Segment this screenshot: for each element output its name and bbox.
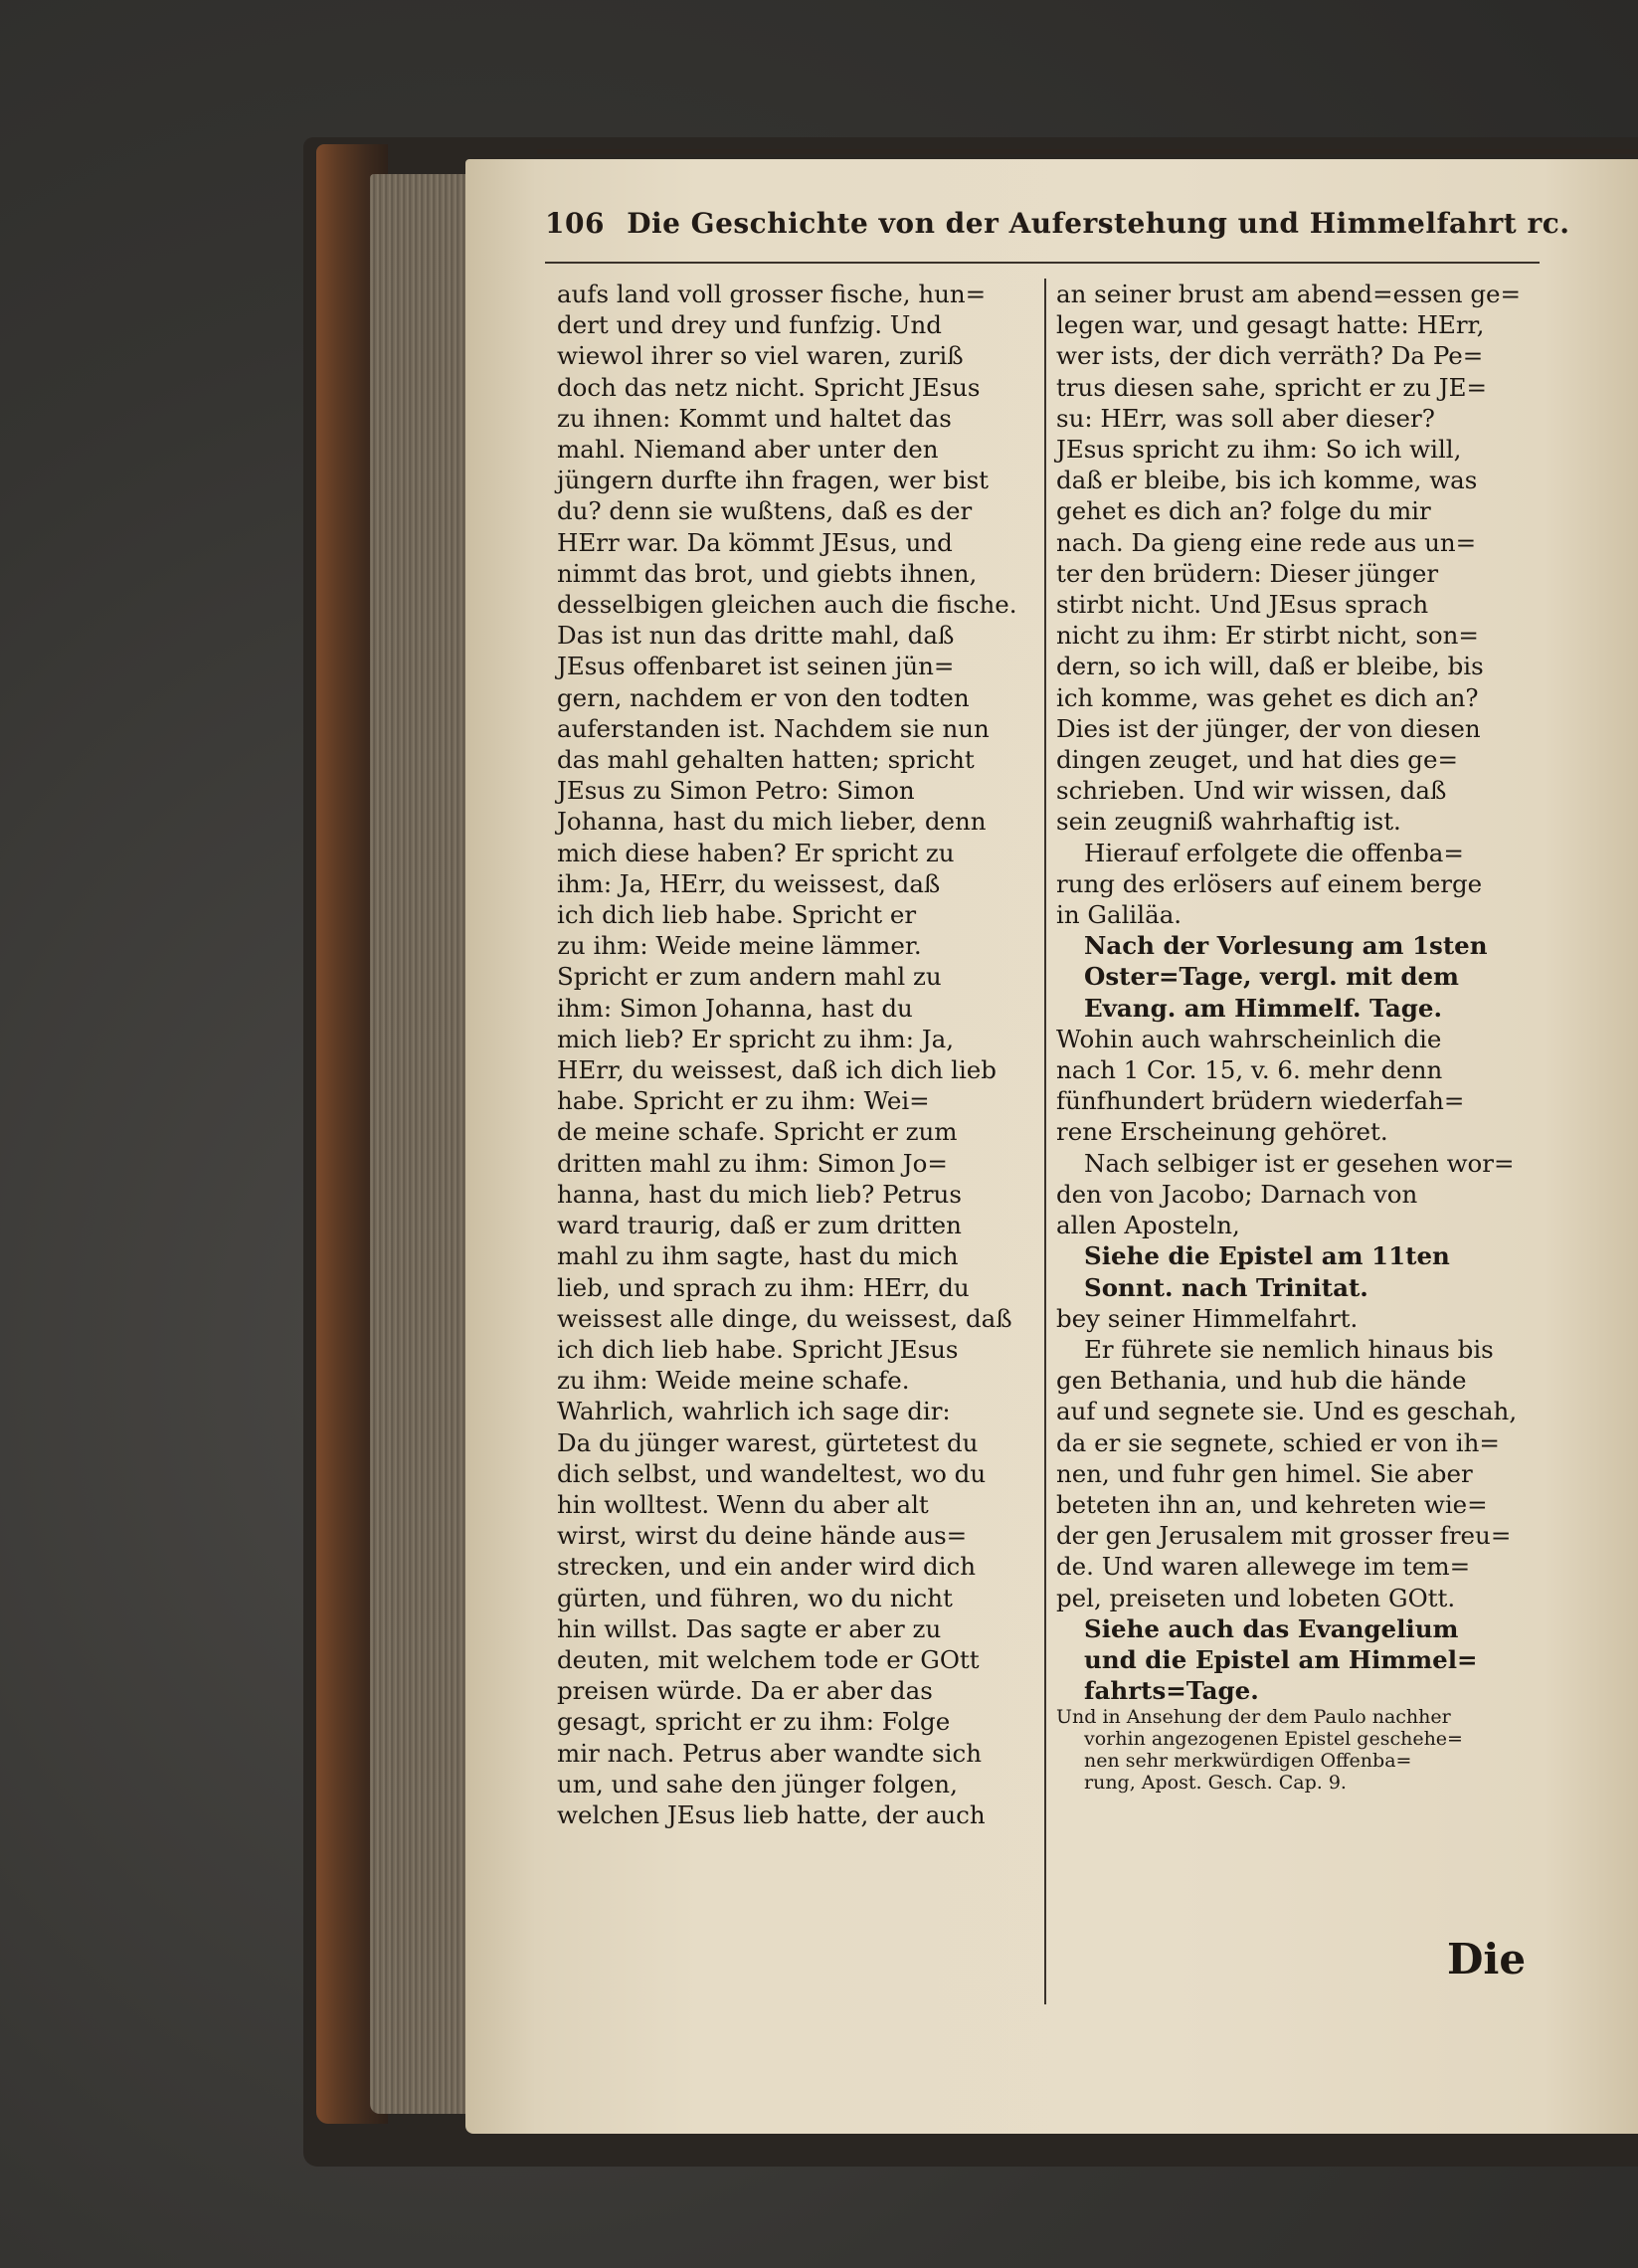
text-line: nen, und fuhr gen himel. Sie aber [1056, 1458, 1473, 1488]
text-line: nimmt das brot, und giebts ihnen, [557, 558, 978, 588]
text-line: legen war, und gesagt hatte: HErr, [1056, 310, 1485, 340]
text-line: Da du jünger warest, gürtetest du [557, 1427, 979, 1457]
reading-note: Sonnt. nach Trinitat. [1084, 1272, 1368, 1302]
running-head-title: Die Geschichte von der Auferstehung und Himmelfahrt rc. [627, 207, 1570, 240]
footnote-line: vorhin angezogenen Epistel geschehe= [1084, 1728, 1463, 1751]
text-line: HErr, du weissest, daß ich dich lieb [557, 1055, 997, 1085]
text-line: ich dich lieb habe. Spricht JEsus [557, 1334, 959, 1364]
book-top-edge [537, 149, 1638, 154]
page-number: 106 [545, 207, 605, 240]
header-rule [545, 262, 1540, 264]
text-line: das mahl gehalten hatten; spricht [557, 745, 975, 775]
text-line: beteten ihn an, und kehreten wie= [1056, 1489, 1488, 1519]
text-line: hin willst. Das sagte er aber zu [557, 1613, 942, 1643]
text-line: fünfhundert brüdern wiederfah= [1056, 1086, 1465, 1116]
text-line: auf und segnete sie. Und es geschah, [1056, 1397, 1518, 1426]
text-line: Spricht er zum andern mahl zu [557, 962, 942, 992]
text-line: hanna, hast du mich lieb? Petrus [557, 1179, 962, 1209]
text-line: trus diesen sahe, spricht er zu JE= [1056, 372, 1488, 402]
text-line: mir nach. Petrus aber wandte sich [557, 1738, 982, 1768]
text-line: gehet es dich an? folge du mir [1056, 496, 1431, 526]
text-line: preisen würde. Da er aber das [557, 1676, 933, 1706]
text-line: allen Aposteln, [1056, 1211, 1240, 1240]
text-line: ihm: Simon Johanna, hast du [557, 993, 913, 1023]
text-line: dert und drey und funfzig. Und [557, 310, 942, 340]
text-line: du? denn sie wußtens, daß es der [557, 496, 973, 526]
text-line: Wahrlich, wahrlich ich sage dir: [557, 1397, 951, 1426]
reading-note: Evang. am Himmelf. Tage. [1084, 993, 1443, 1023]
footnote-line: rung, Apost. Gesch. Cap. 9. [1084, 1772, 1347, 1795]
text-line: Das ist nun das dritte mahl, daß [557, 621, 955, 651]
text-line: um, und sahe den jünger folgen, [557, 1769, 958, 1798]
text-line: zu ihm: Weide meine schafe. [557, 1366, 910, 1396]
text-line: an seiner brust am abend=essen ge= [1056, 280, 1522, 308]
text-line: dich selbst, und wandeltest, wo du [557, 1458, 987, 1488]
text-line: in Galiläa. [1056, 900, 1183, 930]
text-line: stirbt nicht. Und JEsus sprach [1056, 590, 1429, 620]
text-line: dingen zeuget, und hat dies ge= [1056, 745, 1458, 775]
text-line: zu ihm: Weide meine lämmer. [557, 931, 922, 961]
text-line: mich lieb? Er spricht zu ihm: Ja, [557, 1024, 955, 1053]
text-line: ihm: Ja, HErr, du weissest, daß [557, 868, 941, 898]
text-line: jüngern durfte ihn fragen, wer bist [557, 466, 990, 495]
text-line: mahl zu ihm sagte, hast du mich [557, 1241, 959, 1271]
text-line: hin wolltest. Wenn du aber alt [557, 1489, 929, 1519]
text-line: mich diese haben? Er spricht zu [557, 838, 955, 867]
text-line: Dies ist der jünger, der von diesen [1056, 713, 1481, 743]
text-line: JEsus spricht zu ihm: So ich will, [1056, 435, 1462, 465]
text-line: dritten mahl zu ihm: Simon Jo= [557, 1148, 948, 1178]
text-line: welchen JEsus lieb hatte, der auch [557, 1799, 986, 1829]
running-header [545, 207, 1570, 257]
text-line: Nach selbiger ist er gesehen wor= [1084, 1148, 1515, 1178]
column-divider [1044, 279, 1046, 2004]
text-line: gesagt, spricht er zu ihm: Folge [557, 1707, 951, 1737]
text-line: rene Erscheinung gehöret. [1056, 1117, 1388, 1147]
text-line: daß er bleibe, bis ich komme, was [1056, 466, 1478, 495]
text-line: doch das netz nicht. Spricht JEsus [557, 372, 981, 402]
text-line: Hierauf erfolgete die offenba= [1084, 838, 1464, 867]
text-line: nach. Da gieng eine rede aus un= [1056, 527, 1477, 557]
text-line: HErr war. Da kömmt JEsus, und [557, 527, 953, 557]
text-line: nicht zu ihm: Er stirbt nicht, son= [1056, 621, 1479, 651]
reading-note: Nach der Vorlesung am 1sten [1084, 931, 1488, 961]
page-edges [370, 174, 469, 2114]
reading-note: Siehe die Epistel am 11ten [1084, 1241, 1450, 1271]
text-line: der gen Jerusalem mit grosser freu= [1056, 1521, 1512, 1551]
text-line: desselbigen gleichen auch die fische. [557, 590, 1017, 620]
text-line: den von Jacobo; Darnach von [1056, 1179, 1418, 1209]
reading-note: fahrts=Tage. [1084, 1676, 1259, 1706]
text-line: de. Und waren allewege im tem= [1056, 1552, 1471, 1582]
text-line: habe. Spricht er zu ihm: Wei= [557, 1086, 930, 1116]
reading-note: Siehe auch das Evangelium [1084, 1613, 1459, 1643]
text-line: Wohin auch wahrscheinlich die [1056, 1024, 1442, 1053]
left-column [557, 279, 1034, 1830]
text-line: wiewol ihrer so viel waren, zuriß [557, 341, 964, 371]
text-line: ter den brüdern: Dieser jünger [1056, 558, 1439, 588]
text-line: nach 1 Cor. 15, v. 6. mehr denn [1056, 1055, 1443, 1085]
text-line: zu ihnen: Kommt und haltet das [557, 403, 952, 433]
text-line: wer ists, der dich verräth? Da Pe= [1056, 341, 1484, 371]
text-line: ward traurig, daß er zum dritten [557, 1211, 962, 1240]
text-line: ich komme, was gehet es dich an? [1056, 682, 1479, 712]
text-line: bey seiner Himmelfahrt. [1056, 1303, 1359, 1333]
footnote-line: nen sehr merkwürdigen Offenba= [1084, 1750, 1412, 1773]
text-line: su: HErr, was soll aber dieser? [1056, 403, 1435, 433]
text-line: da er sie segnete, schied er von ih= [1056, 1427, 1500, 1457]
text-line: gern, nachdem er von den todten [557, 682, 970, 712]
text-line: dern, so ich will, daß er bleibe, bis [1056, 652, 1484, 681]
catchword: Die [1447, 1935, 1527, 1984]
text-line: strecken, und ein ander wird dich [557, 1552, 977, 1582]
text-line: JEsus offenbaret ist seinen jün= [557, 652, 955, 681]
reading-note: Oster=Tage, vergl. mit dem [1084, 962, 1459, 992]
text-line: lieb, und sprach zu ihm: HErr, du [557, 1272, 970, 1302]
text-line: mahl. Niemand aber unter den [557, 435, 939, 465]
right-column [1056, 279, 1539, 1794]
footnote-line: Und in Ansehung der dem Paulo nachher [1056, 1706, 1451, 1729]
text-line: JEsus zu Simon Petro: Simon [557, 776, 915, 806]
text-line: wirst, wirst du deine hände aus= [557, 1521, 968, 1551]
text-line: rung des erlösers auf einem berge [1056, 868, 1483, 898]
text-line: aufs land voll grosser fische, hun= [557, 280, 987, 308]
text-line: de meine schafe. Spricht er zum [557, 1117, 958, 1147]
text-line: auferstanden ist. Nachdem sie nun [557, 713, 990, 743]
text-line: gen Bethania, und hub die hände [1056, 1366, 1467, 1396]
text-line: sein zeugniß wahrhaftig ist. [1056, 807, 1401, 837]
text-line: weissest alle dinge, du weissest, daß [557, 1303, 1012, 1333]
text-line: schrieben. Und wir wissen, daß [1056, 776, 1447, 806]
text-line: gürten, und führen, wo du nicht [557, 1583, 953, 1612]
text-line: deuten, mit welchem tode er GOtt [557, 1644, 980, 1674]
text-line: ich dich lieb habe. Spricht er [557, 900, 917, 930]
text-line: Johanna, hast du mich lieber, denn [557, 807, 987, 837]
text-line: pel, preiseten und lobeten GOtt. [1056, 1583, 1456, 1612]
text-line: Er führete sie nemlich hinaus bis [1084, 1334, 1494, 1364]
reading-note: und die Epistel am Himmel= [1084, 1644, 1478, 1674]
